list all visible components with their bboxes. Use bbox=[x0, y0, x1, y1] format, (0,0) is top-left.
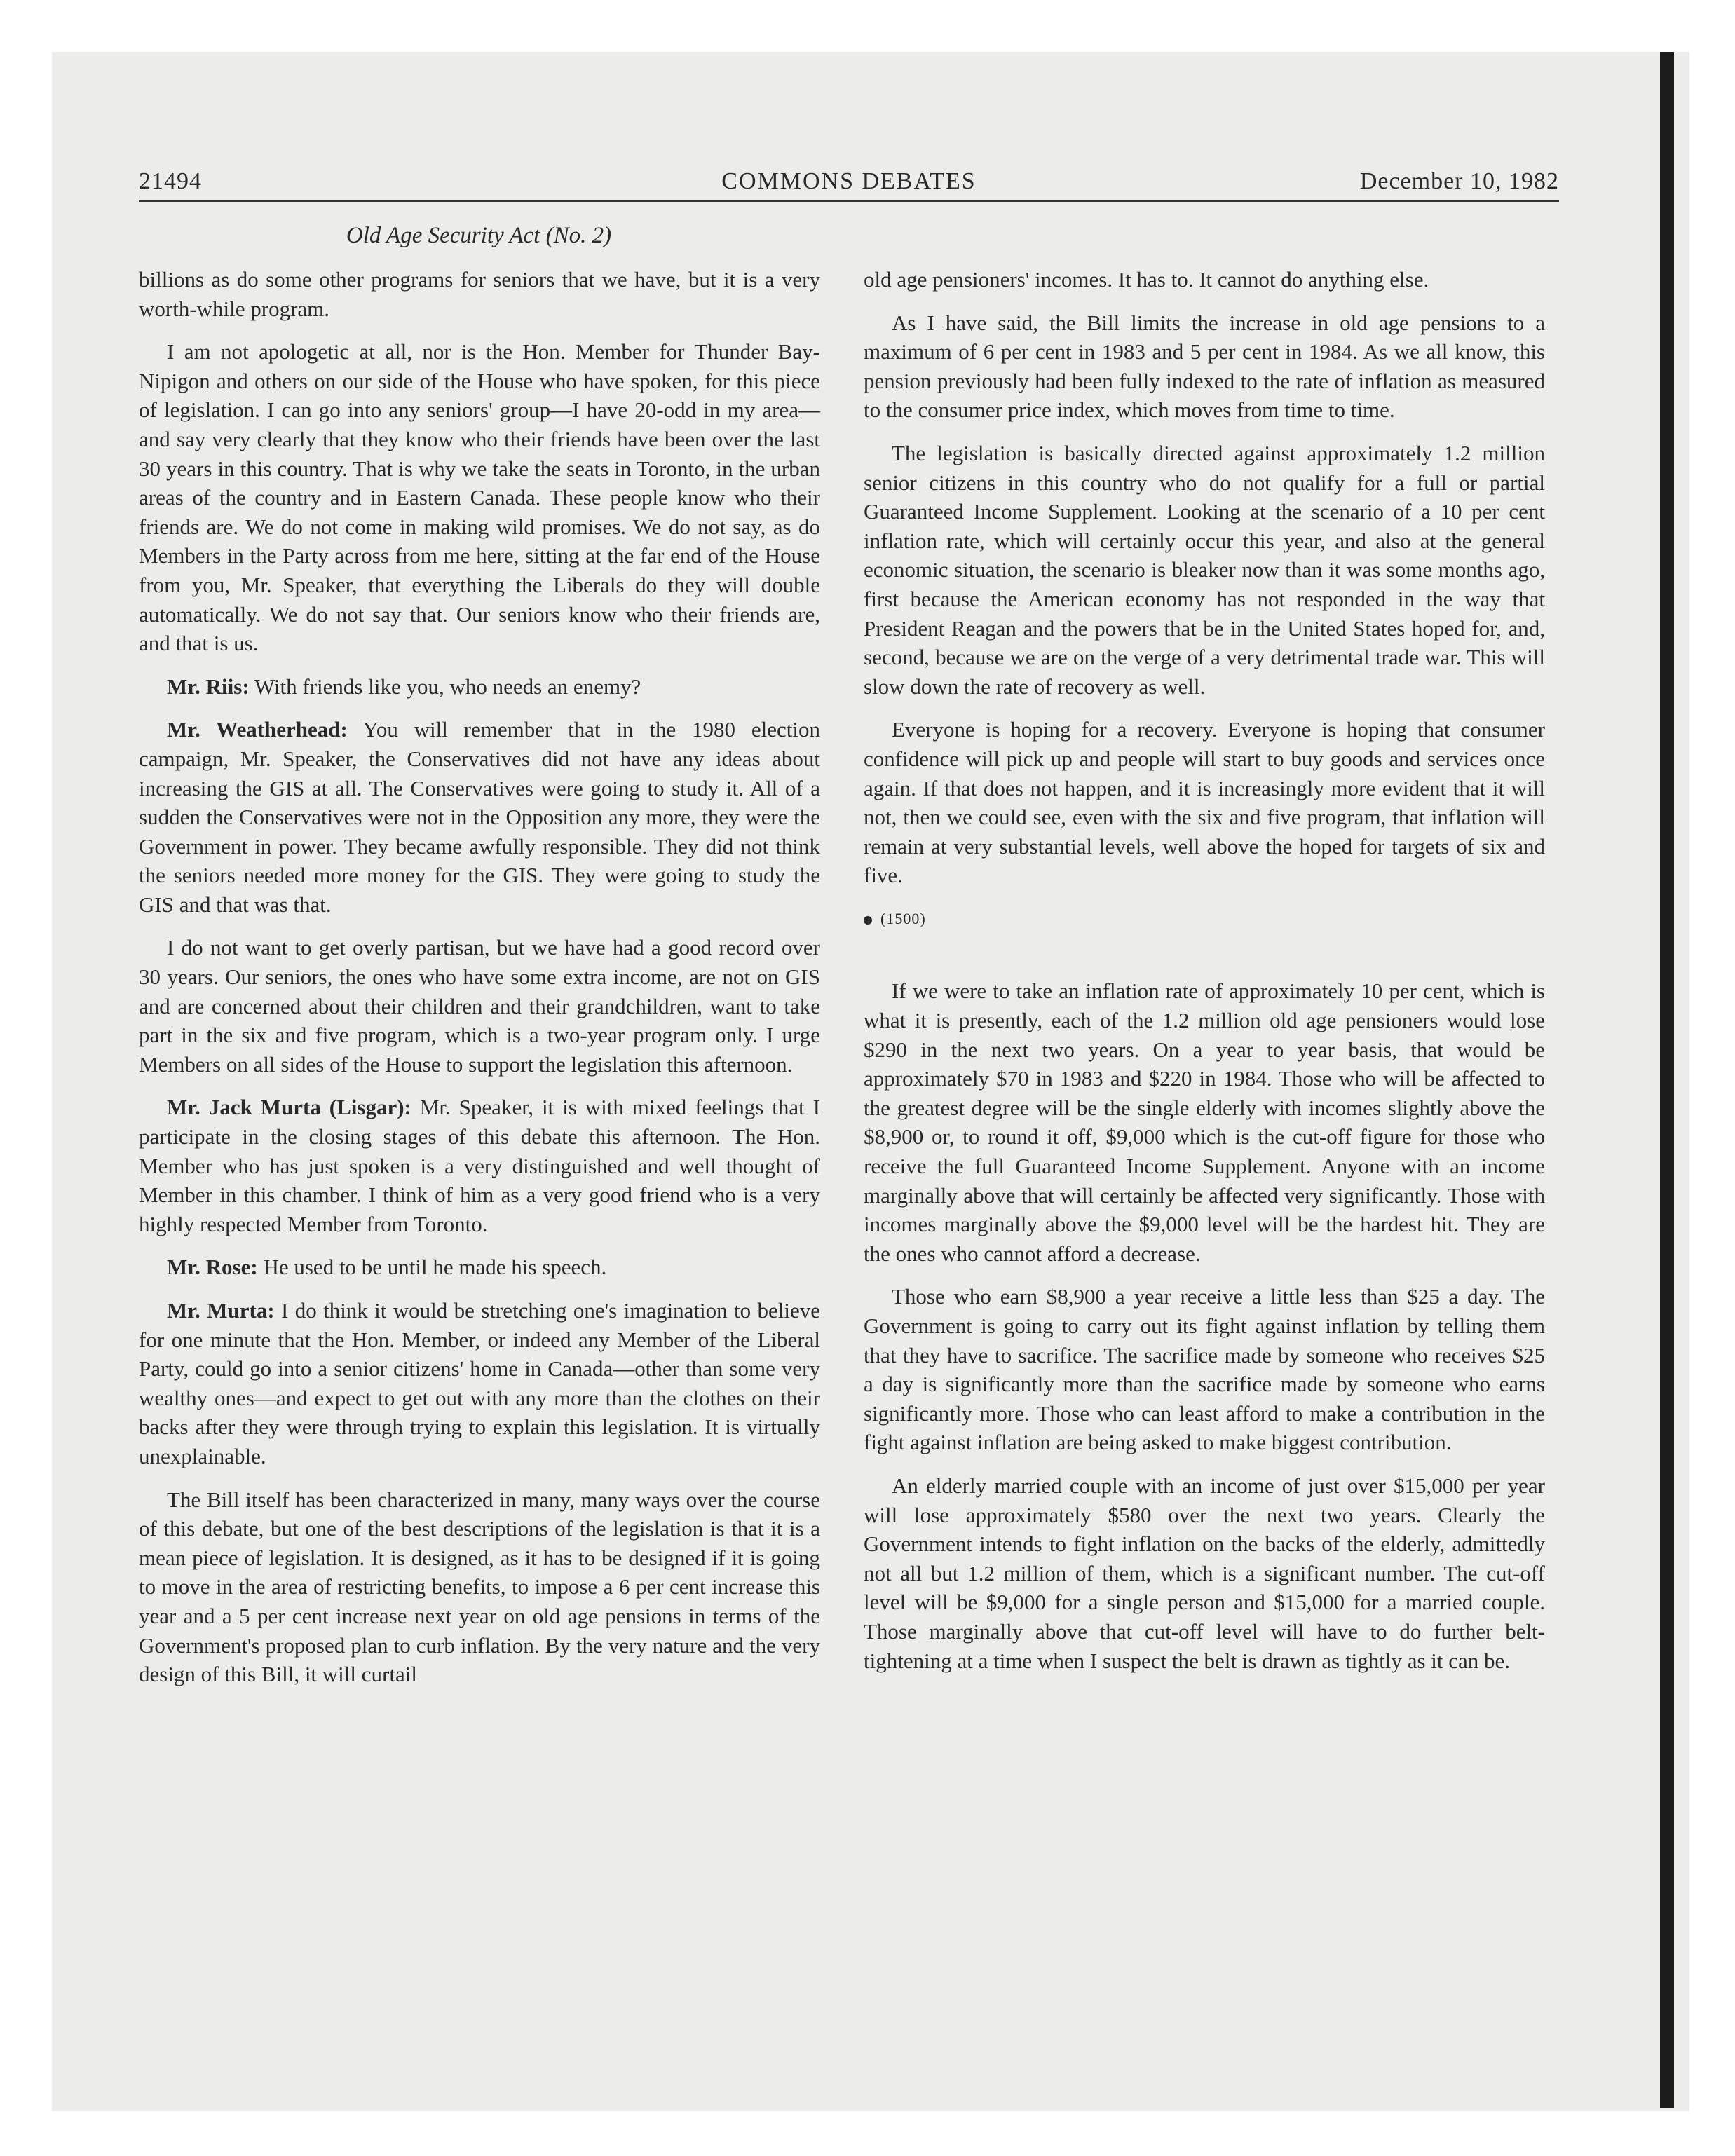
page-number: 21494 bbox=[139, 168, 202, 194]
speaker-name: Mr. Jack Murta (Lisgar): bbox=[167, 1095, 411, 1120]
paragraph-text: The legislation is basically directed against approximately 1.2 million senior citizens in this country who do not qualify for a full or partial Guaranteed Income Supplement. Looking at the scenario of a 10 per cent inflation rate, which will certainly occur this year, and also at the general economic situation, the scenario is bleaker now than it was some months ago, first because the American economy has not responded in the way that President Reagan and the powers that be in the United States hoped for, and, second, because we are on the verge of a very detrimental trade war. This will slow down the rate of recovery as well. bbox=[864, 440, 1545, 699]
running-subheading: Old Age Security Act (No. 2) bbox=[346, 223, 612, 248]
right-column-top bbox=[864, 265, 1545, 890]
left-column bbox=[139, 265, 820, 1703]
paragraph-text: He used to be until he made his speech. bbox=[263, 1255, 607, 1280]
paragraph-text: old age pensioners' incomes. It has to. It cannot do anything else. bbox=[864, 267, 1429, 292]
paragraph-text: Those who earn $8,900 a year receive a little less than $25 a day. The Government is going to carry out its fight against inflation by telling them that they have to sacrifice. The sacrifice made by someone who receives $25 a day is significantly more than the sacrifice made by someone who earns significantly more. Those who can least afford to make a contribution in the fight against inflation are being asked to make biggest contribution. bbox=[864, 1284, 1545, 1455]
publication-title: COMMONS DEBATES bbox=[721, 168, 977, 194]
paragraph bbox=[139, 1093, 820, 1239]
paragraph-text: Mr. Speaker, it is with mixed feelings that I participate in the closing stages of this debate this afternoon. The Hon. Member who has just spoken is a very distinguished and well thought of Member in this chamber. I think of him as a very good friend who is a very highly respected Member from Toronto. bbox=[139, 1095, 821, 1236]
paragraph-text: Everyone is hoping for a recovery. Everyone is hoping that consumer confidence will pick up and people will start to buy goods and services once again. If that does not happen, and it is increasingly more evident that it will not, then we could see, even with the six and five program, that inflation will remain at very substantial levels, well above the hoped for targets of six and five. bbox=[864, 717, 1545, 888]
paragraph bbox=[139, 1253, 820, 1282]
speaker-name: Mr. Rose: bbox=[167, 1255, 258, 1280]
scan-edge-shadow bbox=[1660, 52, 1674, 2108]
paragraph bbox=[864, 1282, 1545, 1457]
paragraph bbox=[139, 337, 820, 658]
header-rule bbox=[139, 200, 1559, 202]
paragraph bbox=[139, 933, 820, 1079]
page-header bbox=[139, 168, 1559, 203]
paragraph-text: If we were to take an inflation rate of approximately 10 per cent, which is what it is presently, each of the 1.2 million old age pensioners would lose $290 in the next two years. On a year to year basis, that would be approximately $70 in 1983 and $220 in 1984. Those who will be affected to the greatest degree will be the single elderly with incomes slightly above the $8,900 or, to round it off, $9,000 which is the cut-off figure for those who receive the full Guaranteed Income Supplement. Anyone with an income marginally above that will certainly be affected very significantly. Those with incomes marginally above the $9,000 level will be the hardest hit. They are the ones who cannot afford a decrease. bbox=[864, 978, 1545, 1266]
speaker-name: Mr. Weatherhead: bbox=[167, 717, 348, 742]
paragraph-text: I do not want to get overly partisan, but we have had a good record over 30 years. Our seniors, the ones who have some extra income, are not on GIS and are concerned about their children and their grandchildren, want to take part in the six and five program, which is a two-year program only. I urge Members on all sides of the House to support the legislation this afternoon. bbox=[139, 935, 820, 1077]
paragraph bbox=[139, 672, 820, 702]
speaker-name: Mr. Riis: bbox=[167, 674, 250, 699]
paragraph-text: I am not apologetic at all, nor is the Hon. Member for Thunder Bay-Nipigon and others on our side of the House who have spoken, for this piece of legislation. I can go into any seniors' group—I have 20-odd in my area—and say very clearly that they know who their friends have been over the last 30 years in this country. That is why we take the seats in Toronto, in the urban areas of the country and in Eastern Canada. These people know who their friends are. We do not come in making wild promises. We do not say, as do Members in the Party across from me here, sitting at the far end of the House from you, Mr. Speaker, that everything the Liberals do they will double automatically. We do not say that. Our seniors know who their friends are, and that is us. bbox=[139, 339, 820, 656]
paragraph-text: With friends like you, who needs an enemy? bbox=[254, 674, 641, 699]
paragraph-text: As I have said, the Bill limits the increase in old age pensions to a maximum of 6 per cent in 1983 and 5 per cent in 1984. As we all know, this pension previously had been fully indexed to the rate of inflation as measured to the consumer price index, which moves from time to time. bbox=[864, 310, 1545, 423]
paragraph bbox=[864, 265, 1545, 294]
paragraph-text: The Bill itself has been characterized in many, many ways over the course of this debate, but one of the best descriptions of the legislation is that it is a mean piece of legislation. It is designed, as it has to be designed if it is going to move in the area of restricting benefits, to impose a 6 per cent increase this year and a 5 per cent increase next year on old age pensions in terms of the Government's proposed plan to curb inflation. By the very nature and the very design of this Bill, it will curtail bbox=[139, 1487, 820, 1687]
paragraph bbox=[139, 1296, 820, 1471]
paragraph bbox=[864, 976, 1545, 1268]
right-column bbox=[864, 265, 1545, 1689]
paragraph bbox=[139, 715, 820, 919]
time-marker bbox=[864, 904, 1545, 934]
paragraph bbox=[864, 1471, 1545, 1675]
paragraph-text: An elderly married couple with an income of just over $15,000 per year will lose approximately $580 over the next two years. Clearly the Government intends to fight inflation on the backs of the elderly, admittedly not all but 1.2 million of them, which is a significant number. The cut-off level will be $9,000 for a single person and $15,000 for a married couple. Those marginally above that cut-off level will have to do further belt-tightening at a time when I suspect the belt is drawn as tightly as it can be. bbox=[864, 1473, 1545, 1673]
paragraph-text: You will remember that in the 1980 election campaign, Mr. Speaker, the Conservatives did not have any ideas about increasing the GIS at all. The Conservatives were going to study it. All of a sudden the Conservatives were not in the Opposition any more, they were the Government in power. They became awfully responsible. They did not think the seniors needed more money for the GIS. They were going to study the GIS and that was that. bbox=[139, 717, 820, 917]
bullet-icon bbox=[864, 916, 872, 925]
paragraph bbox=[139, 265, 820, 323]
paragraph-text: I do think it would be stretching one's imagination to believe for one minute that the Hon. Member, or indeed any Member of the Liberal Party, could go into a senior citizens' home in Canada—other than some very wealthy ones—and expect to get out with any more than the clothes on their backs after they were through trying to explain this legislation. It is virtually unexplainable. bbox=[139, 1298, 820, 1468]
paragraph-text: billions as do some other programs for seniors that we have, but it is a very worth-while program. bbox=[139, 267, 820, 321]
paragraph bbox=[139, 1485, 820, 1689]
speaker-name: Mr. Murta: bbox=[167, 1298, 275, 1323]
paragraph bbox=[864, 439, 1545, 701]
paragraph bbox=[864, 308, 1545, 425]
time-marker-label: (1500) bbox=[880, 909, 926, 927]
right-column-bottom bbox=[864, 976, 1545, 1675]
debate-date: December 10, 1982 bbox=[1359, 168, 1559, 194]
paragraph bbox=[864, 715, 1545, 890]
